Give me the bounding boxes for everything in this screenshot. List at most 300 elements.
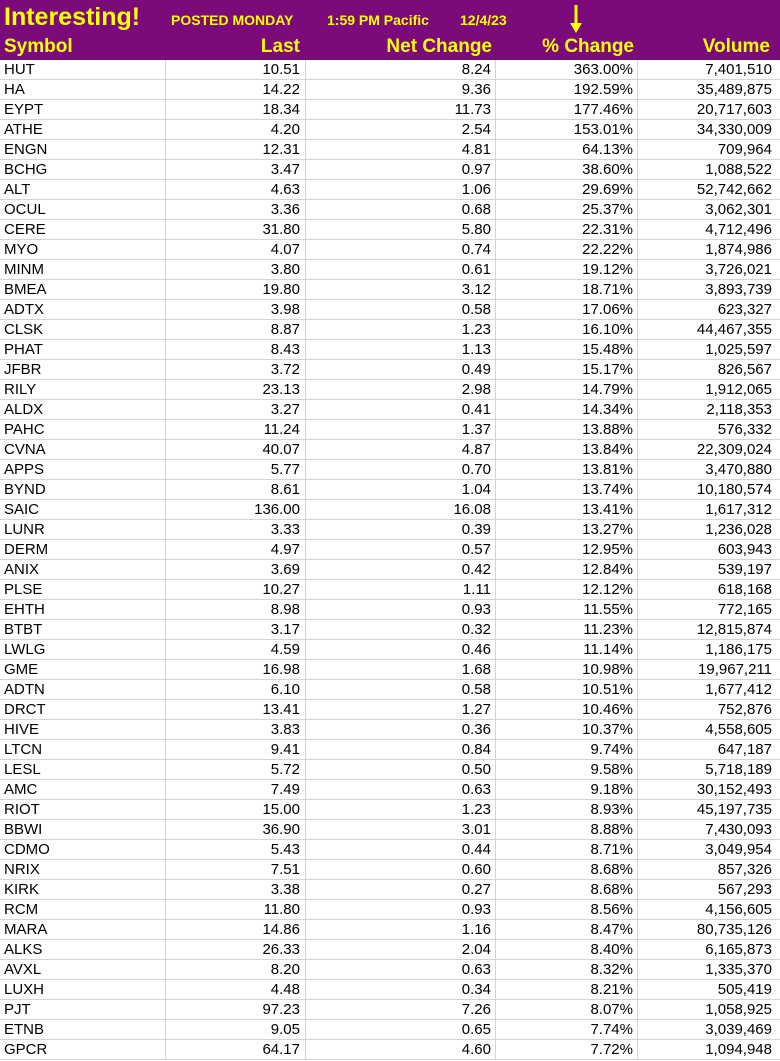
cell-symbol: BCHG (0, 160, 166, 179)
cell-symbol: APPS (0, 460, 166, 479)
cell-symbol: BYND (0, 480, 166, 499)
cell-symbol: BTBT (0, 620, 166, 639)
cell-pct-change: 9.18% (496, 780, 638, 799)
cell-volume: 857,326 (717, 861, 772, 878)
cell-symbol: MYO (0, 240, 166, 259)
cell-volume: 1,617,312 (705, 501, 772, 518)
cell-last: 3.83 (166, 720, 306, 739)
cell-symbol: ENGN (0, 140, 166, 159)
cell-volume: 7,401,510 (705, 61, 772, 78)
cell-net-change: 0.42 (306, 560, 496, 579)
cell-last: 3.98 (166, 300, 306, 319)
table-row[interactable] (0, 1000, 780, 1020)
cell-symbol: KIRK (0, 880, 166, 899)
cell-pct-change: 12.12% (496, 580, 638, 599)
cell-volume: 1,088,522 (705, 161, 772, 178)
cell-symbol: NRIX (0, 860, 166, 879)
cell-pct-change: 64.13% (496, 140, 638, 159)
cell-pct-change: 8.93% (496, 800, 638, 819)
cell-last: 3.72 (166, 360, 306, 379)
cell-volume: 709,964 (717, 141, 772, 158)
cell-pct-change: 14.34% (496, 400, 638, 419)
cell-last: 5.43 (166, 840, 306, 859)
cell-volume: 752,876 (717, 701, 772, 718)
cell-symbol: LUNR (0, 520, 166, 539)
cell-symbol: MINM (0, 260, 166, 279)
cell-net-change: 0.46 (306, 640, 496, 659)
table-row[interactable] (0, 340, 780, 360)
table-row[interactable] (0, 160, 780, 180)
cell-symbol: HA (0, 80, 166, 99)
cell-pct-change: 19.12% (496, 260, 638, 279)
cell-symbol: CERE (0, 220, 166, 239)
cell-net-change: 0.49 (306, 360, 496, 379)
cell-pct-change: 8.88% (496, 820, 638, 839)
cell-symbol: RILY (0, 380, 166, 399)
cell-symbol: ADTX (0, 300, 166, 319)
cell-symbol: LWLG (0, 640, 166, 659)
table-row[interactable] (0, 80, 780, 100)
table-row[interactable] (0, 820, 780, 840)
cell-symbol: ATHE (0, 120, 166, 139)
cell-last: 7.49 (166, 780, 306, 799)
cell-volume: 4,558,605 (705, 721, 772, 738)
cell-volume: 20,717,603 (696, 101, 772, 118)
cell-symbol: SAIC (0, 500, 166, 519)
cell-net-change: 0.68 (306, 200, 496, 219)
cell-symbol: RCM (0, 900, 166, 919)
cell-last: 11.80 (166, 900, 306, 919)
cell-symbol: RIOT (0, 800, 166, 819)
cell-net-change: 3.12 (306, 280, 496, 299)
cell-net-change: 2.98 (306, 380, 496, 399)
cell-net-change: 4.60 (306, 1040, 496, 1059)
cell-pct-change: 8.07% (496, 1000, 638, 1019)
cell-pct-change: 363.00% (496, 60, 638, 79)
cell-last: 8.20 (166, 960, 306, 979)
table-row[interactable] (0, 900, 780, 920)
table-row[interactable] (0, 300, 780, 320)
table-row[interactable] (0, 800, 780, 820)
table-row[interactable] (0, 460, 780, 480)
cell-last: 8.43 (166, 340, 306, 359)
cell-last: 9.41 (166, 740, 306, 759)
cell-volume: 3,726,021 (705, 261, 772, 278)
cell-volume: 1,236,028 (705, 521, 772, 538)
table-row[interactable] (0, 780, 780, 800)
cell-net-change: 2.04 (306, 940, 496, 959)
cell-last: 9.05 (166, 1020, 306, 1039)
cell-volume: 618,168 (717, 581, 772, 598)
cell-pct-change: 10.98% (496, 660, 638, 679)
table-row[interactable] (0, 240, 780, 260)
cell-volume: 1,058,925 (705, 1001, 772, 1018)
cell-net-change: 0.63 (306, 780, 496, 799)
table-row[interactable] (0, 680, 780, 700)
cell-last: 16.98 (166, 660, 306, 679)
cell-pct-change: 8.21% (496, 980, 638, 999)
cell-symbol: ALKS (0, 940, 166, 959)
cell-last: 4.07 (166, 240, 306, 259)
cell-pct-change: 8.71% (496, 840, 638, 859)
cell-pct-change: 192.59% (496, 80, 638, 99)
cell-pct-change: 13.74% (496, 480, 638, 499)
cell-net-change: 0.93 (306, 900, 496, 919)
cell-symbol: DERM (0, 540, 166, 559)
cell-volume: 826,567 (717, 361, 772, 378)
cell-volume: 35,489,875 (696, 81, 772, 98)
cell-net-change: 0.32 (306, 620, 496, 639)
cell-net-change: 7.26 (306, 1000, 496, 1019)
cell-net-change: 0.39 (306, 520, 496, 539)
cell-net-change: 0.93 (306, 600, 496, 619)
cell-pct-change: 38.60% (496, 160, 638, 179)
cell-symbol: BBWI (0, 820, 166, 839)
cell-pct-change: 13.81% (496, 460, 638, 479)
cell-volume: 12,815,874 (696, 621, 772, 638)
cell-pct-change: 13.84% (496, 440, 638, 459)
table-row[interactable] (0, 200, 780, 220)
cell-last: 10.27 (166, 580, 306, 599)
cell-net-change: 1.68 (306, 660, 496, 679)
cell-pct-change: 29.69% (496, 180, 638, 199)
cell-pct-change: 9.74% (496, 740, 638, 759)
cell-pct-change: 12.84% (496, 560, 638, 579)
cell-pct-change: 11.23% (496, 620, 638, 639)
cell-net-change: 0.74 (306, 240, 496, 259)
cell-net-change: 0.27 (306, 880, 496, 899)
table-header-bar (0, 0, 780, 60)
cell-symbol: OCUL (0, 200, 166, 219)
cell-net-change: 0.60 (306, 860, 496, 879)
cell-net-change: 11.73 (306, 100, 496, 119)
cell-last: 31.80 (166, 220, 306, 239)
table-row[interactable] (0, 480, 780, 500)
cell-volume: 1,874,986 (705, 241, 772, 258)
table-row[interactable] (0, 360, 780, 380)
table-row[interactable] (0, 120, 780, 140)
cell-volume: 3,470,880 (705, 461, 772, 478)
cell-net-change: 4.87 (306, 440, 496, 459)
table-row[interactable] (0, 140, 780, 160)
cell-last: 6.10 (166, 680, 306, 699)
posted-label: POSTED MONDAY (171, 12, 294, 28)
posted-time: 1:59 PM Pacific (327, 12, 429, 28)
cell-pct-change: 22.22% (496, 240, 638, 259)
table-row[interactable] (0, 220, 780, 240)
table-row[interactable] (0, 440, 780, 460)
cell-symbol: BMEA (0, 280, 166, 299)
cell-last: 4.20 (166, 120, 306, 139)
cell-symbol: AMC (0, 780, 166, 799)
cell-symbol: ANIX (0, 560, 166, 579)
cell-last: 3.47 (166, 160, 306, 179)
cell-symbol: HIVE (0, 720, 166, 739)
cell-pct-change: 9.58% (496, 760, 638, 779)
cell-net-change: 0.84 (306, 740, 496, 759)
cell-last: 3.17 (166, 620, 306, 639)
table-row[interactable] (0, 500, 780, 520)
cell-last: 26.33 (166, 940, 306, 959)
cell-symbol: PJT (0, 1000, 166, 1019)
cell-last: 3.69 (166, 560, 306, 579)
cell-pct-change: 8.68% (496, 860, 638, 879)
cell-pct-change: 11.55% (496, 600, 638, 619)
cell-pct-change: 18.71% (496, 280, 638, 299)
cell-pct-change: 8.68% (496, 880, 638, 899)
cell-volume: 1,335,370 (705, 961, 772, 978)
cell-pct-change: 12.95% (496, 540, 638, 559)
cell-volume: 1,025,597 (705, 341, 772, 358)
cell-net-change: 0.97 (306, 160, 496, 179)
table-row[interactable] (0, 640, 780, 660)
cell-volume: 10,180,574 (696, 481, 772, 498)
cell-last: 4.97 (166, 540, 306, 559)
cell-last: 3.38 (166, 880, 306, 899)
table-row[interactable] (0, 880, 780, 900)
cell-volume: 1,912,065 (705, 381, 772, 398)
cell-last: 18.34 (166, 100, 306, 119)
cell-symbol: GPCR (0, 1040, 166, 1059)
column-header-last[interactable]: Last (260, 36, 300, 57)
cell-symbol: LTCN (0, 740, 166, 759)
cell-volume: 567,293 (717, 881, 772, 898)
cell-pct-change: 8.32% (496, 960, 638, 979)
table-row[interactable] (0, 980, 780, 1000)
table-row[interactable] (0, 920, 780, 940)
table-row[interactable] (0, 180, 780, 200)
cell-last: 4.63 (166, 180, 306, 199)
table-row[interactable] (0, 280, 780, 300)
table-row[interactable] (0, 620, 780, 640)
table-row[interactable] (0, 580, 780, 600)
cell-net-change: 0.63 (306, 960, 496, 979)
table-row[interactable] (0, 700, 780, 720)
posted-date: 12/4/23 (460, 12, 507, 28)
cell-pct-change: 10.46% (496, 700, 638, 719)
cell-pct-change: 13.41% (496, 500, 638, 519)
table-row[interactable] (0, 260, 780, 280)
cell-last: 8.87 (166, 320, 306, 339)
cell-symbol: CLSK (0, 320, 166, 339)
cell-last: 4.59 (166, 640, 306, 659)
cell-symbol: AVXL (0, 960, 166, 979)
cell-last: 5.72 (166, 760, 306, 779)
cell-volume: 7,430,093 (705, 821, 772, 838)
cell-symbol: GME (0, 660, 166, 679)
cell-volume: 576,332 (717, 421, 772, 438)
cell-last: 10.51 (166, 60, 306, 79)
cell-volume: 3,039,469 (705, 1021, 772, 1038)
cell-last: 11.24 (166, 420, 306, 439)
cell-net-change: 3.01 (306, 820, 496, 839)
table-row[interactable] (0, 840, 780, 860)
cell-net-change: 0.34 (306, 980, 496, 999)
cell-volume: 30,152,493 (696, 781, 772, 798)
cell-net-change: 0.61 (306, 260, 496, 279)
table-row[interactable] (0, 760, 780, 780)
cell-pct-change: 177.46% (496, 100, 638, 119)
cell-symbol: LUXH (0, 980, 166, 999)
cell-volume: 647,187 (717, 741, 772, 758)
cell-last: 3.36 (166, 200, 306, 219)
table-row[interactable] (0, 540, 780, 560)
cell-volume: 1,094,948 (705, 1041, 772, 1058)
cell-pct-change: 17.06% (496, 300, 638, 319)
cell-last: 12.31 (166, 140, 306, 159)
cell-symbol: DRCT (0, 700, 166, 719)
table-row[interactable] (0, 860, 780, 880)
cell-net-change: 0.58 (306, 300, 496, 319)
cell-pct-change: 11.14% (496, 640, 638, 659)
cell-pct-change: 10.37% (496, 720, 638, 739)
cell-volume: 80,735,126 (696, 921, 772, 938)
table-row[interactable] (0, 380, 780, 400)
table-row[interactable] (0, 400, 780, 420)
cell-pct-change: 13.88% (496, 420, 638, 439)
cell-volume: 4,712,496 (705, 221, 772, 238)
cell-last: 7.51 (166, 860, 306, 879)
table-row[interactable] (0, 720, 780, 740)
cell-pct-change: 13.27% (496, 520, 638, 539)
cell-volume: 3,893,739 (705, 281, 772, 298)
cell-net-change: 4.81 (306, 140, 496, 159)
cell-net-change: 1.11 (306, 580, 496, 599)
table-row[interactable] (0, 520, 780, 540)
cell-net-change: 0.57 (306, 540, 496, 559)
cell-symbol: HUT (0, 60, 166, 79)
column-header-volume[interactable]: Volume (702, 36, 770, 57)
cell-net-change: 0.58 (306, 680, 496, 699)
down-arrow-icon (568, 4, 584, 34)
cell-net-change: 0.50 (306, 760, 496, 779)
cell-symbol: ALDX (0, 400, 166, 419)
cell-pct-change: 10.51% (496, 680, 638, 699)
cell-volume: 1,677,412 (705, 681, 772, 698)
cell-last: 8.98 (166, 600, 306, 619)
cell-volume: 52,742,662 (696, 181, 772, 198)
cell-net-change: 5.80 (306, 220, 496, 239)
table-row[interactable] (0, 60, 780, 80)
table-row[interactable] (0, 560, 780, 580)
cell-last: 36.90 (166, 820, 306, 839)
cell-volume: 34,330,009 (696, 121, 772, 138)
cell-last: 19.80 (166, 280, 306, 299)
cell-last: 14.86 (166, 920, 306, 939)
table-row[interactable] (0, 1020, 780, 1040)
cell-net-change: 0.65 (306, 1020, 496, 1039)
cell-symbol: CVNA (0, 440, 166, 459)
cell-volume: 623,327 (717, 301, 772, 318)
cell-last: 14.22 (166, 80, 306, 99)
cell-symbol: ETNB (0, 1020, 166, 1039)
cell-pct-change: 7.74% (496, 1020, 638, 1039)
cell-symbol: MARA (0, 920, 166, 939)
column-header-net-change[interactable]: Net Change (386, 36, 492, 57)
cell-pct-change: 15.17% (496, 360, 638, 379)
cell-symbol: JFBR (0, 360, 166, 379)
cell-pct-change: 8.56% (496, 900, 638, 919)
cell-pct-change: 22.31% (496, 220, 638, 239)
cell-net-change: 1.16 (306, 920, 496, 939)
table-row[interactable] (0, 960, 780, 980)
cell-symbol: PAHC (0, 420, 166, 439)
cell-last: 3.27 (166, 400, 306, 419)
cell-last: 8.61 (166, 480, 306, 499)
cell-pct-change: 153.01% (496, 120, 638, 139)
cell-pct-change: 8.47% (496, 920, 638, 939)
cell-last: 136.00 (166, 500, 306, 519)
table-row[interactable] (0, 420, 780, 440)
cell-last: 40.07 (166, 440, 306, 459)
cell-net-change: 0.36 (306, 720, 496, 739)
cell-volume: 3,049,954 (705, 841, 772, 858)
cell-volume: 603,943 (717, 541, 772, 558)
cell-net-change: 1.23 (306, 320, 496, 339)
table-row[interactable] (0, 660, 780, 680)
cell-volume: 772,165 (717, 601, 772, 618)
cell-volume: 45,197,735 (696, 801, 772, 818)
cell-symbol: EHTH (0, 600, 166, 619)
cell-net-change: 0.41 (306, 400, 496, 419)
column-header-symbol[interactable]: Symbol (4, 36, 73, 57)
cell-symbol: PHAT (0, 340, 166, 359)
cell-pct-change: 7.72% (496, 1040, 638, 1059)
cell-volume: 5,718,189 (705, 761, 772, 778)
cell-volume: 3,062,301 (705, 201, 772, 218)
cell-last: 15.00 (166, 800, 306, 819)
table-row[interactable] (0, 740, 780, 760)
cell-volume: 4,156,605 (705, 901, 772, 918)
cell-pct-change: 16.10% (496, 320, 638, 339)
cell-symbol: EYPT (0, 100, 166, 119)
column-header-pct-change[interactable]: % Change (542, 36, 634, 57)
cell-volume: 6,165,873 (705, 941, 772, 958)
table-row[interactable] (0, 1040, 780, 1060)
cell-symbol: ALT (0, 180, 166, 199)
cell-net-change: 1.04 (306, 480, 496, 499)
cell-volume: 1,186,175 (705, 641, 772, 658)
cell-last: 13.41 (166, 700, 306, 719)
cell-volume: 19,967,211 (698, 661, 772, 678)
cell-symbol: LESL (0, 760, 166, 779)
cell-pct-change: 8.40% (496, 940, 638, 959)
cell-net-change: 9.36 (306, 80, 496, 99)
table-row[interactable] (0, 600, 780, 620)
cell-volume: 22,309,024 (696, 441, 772, 458)
cell-symbol: ADTN (0, 680, 166, 699)
cell-net-change: 1.37 (306, 420, 496, 439)
cell-symbol: PLSE (0, 580, 166, 599)
cell-symbol: CDMO (0, 840, 166, 859)
cell-volume: 2,118,353 (706, 401, 772, 418)
cell-last: 3.80 (166, 260, 306, 279)
cell-last: 5.77 (166, 460, 306, 479)
cell-volume: 505,419 (717, 981, 772, 998)
cell-last: 3.33 (166, 520, 306, 539)
cell-last: 64.17 (166, 1040, 306, 1059)
table-row[interactable] (0, 320, 780, 340)
cell-net-change: 16.08 (306, 500, 496, 519)
cell-net-change: 2.54 (306, 120, 496, 139)
cell-net-change: 1.06 (306, 180, 496, 199)
cell-volume: 44,467,355 (696, 321, 772, 338)
cell-last: 97.23 (166, 1000, 306, 1019)
table-row[interactable] (0, 100, 780, 120)
cell-pct-change: 14.79% (496, 380, 638, 399)
table-row[interactable] (0, 940, 780, 960)
cell-volume: 539,197 (717, 561, 772, 578)
